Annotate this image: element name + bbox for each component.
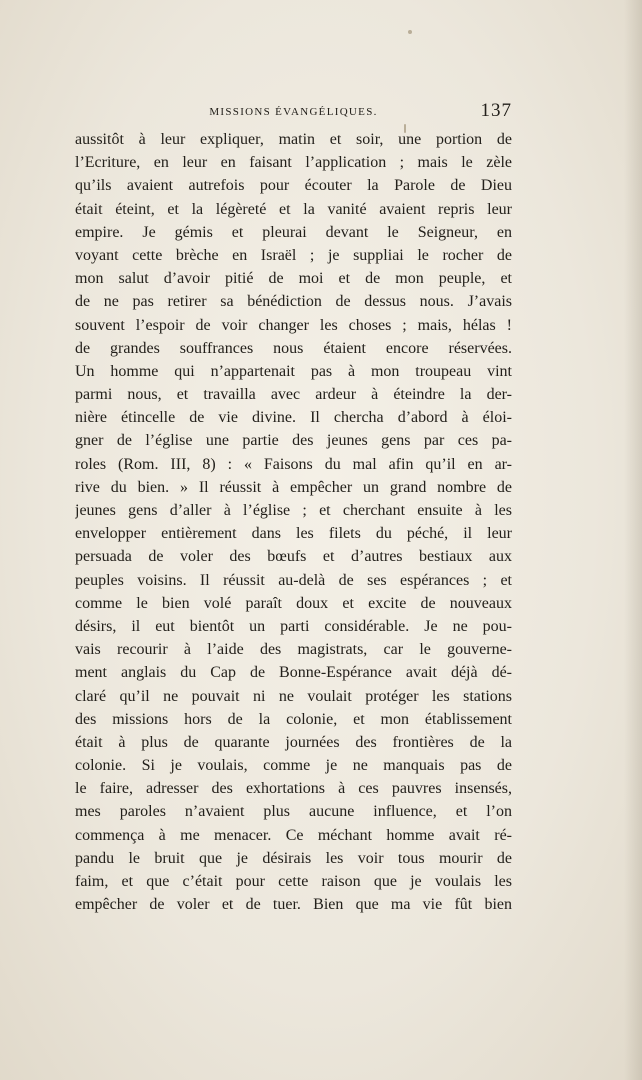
body-text (75, 128, 512, 916)
text-line: empêcher de voler et de tuer. Bien que ma vie fût bien (75, 896, 512, 914)
text-line: l’Ecriture, en leur en faisant l’application ; mais le zèle (75, 154, 512, 172)
page-header (75, 100, 512, 124)
running-title: MISSIONS ÉVANGÉLIQUES. (209, 106, 378, 118)
text-line: peuples voisins. Il réussit au-delà de ses espérances ; et (75, 571, 512, 589)
text-line: commença à me menacer. Ce méchant homme avait ré- (75, 826, 512, 844)
text-line: mon salut d’avoir pitié de moi et de mon peuple, et (75, 270, 512, 288)
text-line: des missions hors de la colonie, et mon établissement (75, 710, 512, 728)
text-line: vais recourir à l’aide des magistrats, car le gouverne- (75, 641, 512, 659)
text-line: de ne pas retirer sa bénédiction de dessus nous. J’avais (75, 293, 512, 311)
text-line: était éteint, et la légèreté et la vanité avaient repris leur (75, 200, 512, 218)
paper-speck (408, 30, 412, 34)
text-line: envelopper entièrement dans les filets du péché, il leur (75, 525, 512, 543)
text-line: pandu le bruit que je désirais les voir tous mourir de (75, 849, 512, 867)
text-line: mes paroles n’avaient plus aucune influence, et l’on (75, 803, 512, 821)
text-line: était à plus de quarante journées des frontières de la (75, 733, 512, 751)
text-line: empire. Je gémis et pleurai devant le Seigneur, en (75, 223, 512, 241)
text-line: voyant cette brèche en Israël ; je suppliai le rocher de (75, 246, 512, 264)
text-line: gner de l’église une partie des jeunes gens par ces pa- (75, 432, 512, 450)
text-line: jeunes gens d’aller à l’église ; et cherchant ensuite à les (75, 502, 512, 519)
text-line: de grandes souffrances nous étaient encore réservées. (75, 339, 512, 357)
text-line: qu’ils avaient autrefois pour écouter la Parole de Dieu (75, 177, 512, 195)
text-line: ment anglais du Cap de Bonne-Espérance avait déjà dé- (75, 664, 512, 682)
page-edge-shadow (624, 0, 642, 1080)
text-line: nière étincelle de vie divine. Il chercha d’abord à éloi- (75, 409, 512, 427)
text-line: persuada de voler des bœufs et d’autres bestiaux aux (75, 548, 512, 566)
text-line: souvent l’espoir de voir changer les choses ; mais, hélas ! (75, 316, 512, 334)
text-line: colonie. Si je voulais, comme je ne manquais pas de (75, 757, 512, 775)
text-line: parmi nous, et travailla avec ardeur à éteindre la der- (75, 386, 512, 404)
text-line: le faire, adresser des exhortations à ces pauvres insensés, (75, 780, 512, 798)
text-line: claré qu’il ne pouvait ni ne voulait protéger les stations (75, 687, 512, 705)
page-number: 137 (480, 100, 512, 121)
text-line: faim, et que c’était pour cette raison que je voulais les (75, 873, 512, 890)
text-line: rive du bien. » Il réussit à empêcher un grand nombre de (75, 478, 512, 496)
text-line: aussitôt à leur expliquer, matin et soir, une portion de (75, 131, 512, 148)
text-line: Un homme qui n’appartenait pas à mon troupeau vint (75, 362, 512, 380)
text-line: comme le bien volé paraît doux et excite de nouveaux (75, 594, 512, 612)
text-line: désirs, il eut bientôt un parti considérable. Je ne pou- (75, 617, 512, 635)
text-line: roles (Rom. III, 8) : « Faisons du mal afin qu’il en ar- (75, 455, 512, 473)
